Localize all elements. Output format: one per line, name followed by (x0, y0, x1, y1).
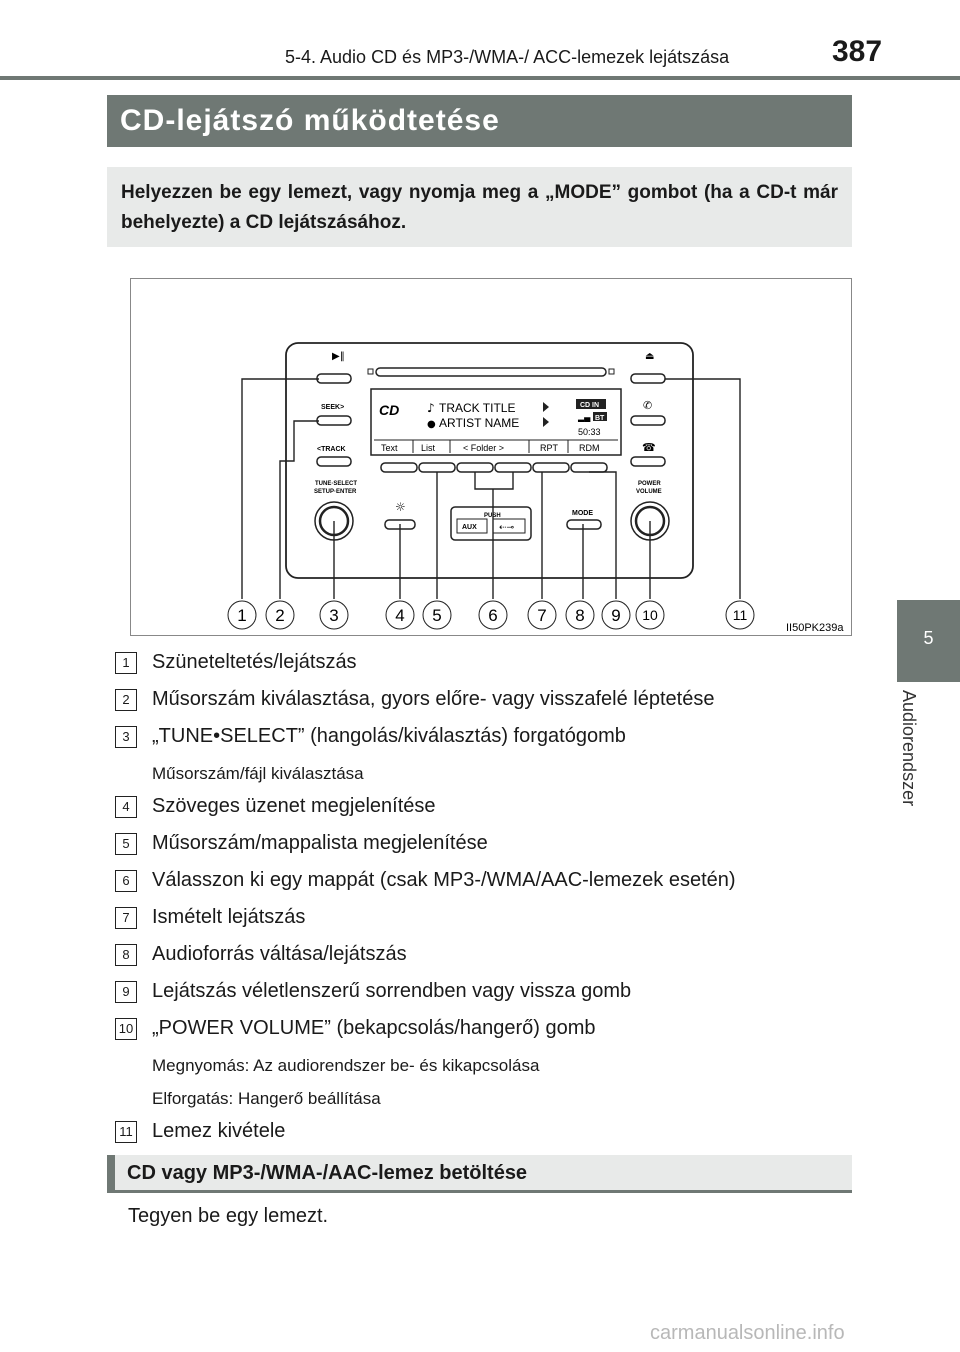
seek-button[interactable] (317, 416, 351, 425)
audio-panel-figure (130, 278, 852, 636)
slot-led-right (609, 369, 614, 374)
push-label: PUSH (484, 513, 501, 519)
list-item (115, 977, 860, 1014)
item-text: „POWER VOLUME” (bekapcsolás/hangerő) gomb (152, 1017, 596, 1039)
watermark: carmanualsonline.info (650, 1322, 845, 1344)
tune-select-label: TUNE·SELECT (315, 481, 357, 487)
callout-5: 5 (432, 606, 442, 625)
subsection-accent (107, 1155, 115, 1190)
item-text: Audioforrás váltása/lejátszás (152, 943, 407, 965)
item-note-text: Megnyomás: Az audiorendszer be- és kikapcsolása (152, 1056, 540, 1075)
item-number: 4 (115, 796, 137, 818)
callout-1: 1 (237, 606, 247, 625)
header-rule (0, 76, 960, 80)
softkey-button-3[interactable] (457, 463, 493, 472)
callout-7: 7 (537, 606, 547, 625)
item-text: Válasszon ki egy mappát (csak MP3-/WMA/AAC-lemezek esetén) (152, 869, 736, 891)
item-text: Ismételt lejátszás (152, 906, 306, 928)
note-icon: ♪ (427, 401, 435, 415)
list-item (115, 1014, 860, 1051)
eject-icon: ⏏ (645, 351, 655, 362)
list-item (115, 722, 860, 759)
intro-text: Helyezzen be egy lemezt, vagy nyomja meg a „MODE” gombot (ha a CD-t már behelyezte) a CD lejátszásához. (121, 182, 838, 233)
section-heading-text: CD-lejátszó működtetése (120, 104, 500, 137)
slot-led-left (368, 369, 373, 374)
volume-label: VOLUME (636, 489, 662, 495)
item-number: 10 (115, 1018, 137, 1040)
item-number: 1 (115, 652, 137, 674)
callout-2: 2 (275, 606, 285, 625)
seek-label: SEEK> (321, 404, 345, 411)
callout-9: 9 (611, 606, 621, 625)
item-text: „TUNE•SELECT” (hangolás/kiválasztás) forgatógomb (152, 725, 626, 747)
section-title: 5-4. Audio CD és MP3-/WMA-/ ACC-lemezek lejátszása (285, 47, 730, 67)
list-item (115, 829, 860, 866)
callout-6: 6 (488, 606, 498, 625)
item-text: Szüneteltetés/lejátszás (152, 651, 357, 673)
page-header (0, 0, 960, 80)
softkey-button-4[interactable] (495, 463, 531, 472)
light-icon: ☼ (395, 500, 406, 514)
list-item (115, 792, 860, 829)
artist-name: ARTIST NAME (439, 416, 520, 430)
body-text: Tegyen be egy lemezt. (128, 1205, 329, 1227)
page-number: 387 (832, 35, 883, 68)
softkey-folder: < Folder > (463, 443, 505, 453)
softkey-text: Text (381, 443, 398, 453)
intro-box (107, 167, 852, 247)
item-number: 3 (115, 726, 137, 748)
callout-10: 10 (642, 607, 658, 623)
list-item (115, 940, 860, 977)
mode-button[interactable] (567, 520, 601, 529)
list-item (115, 648, 860, 685)
item-note (115, 1051, 860, 1084)
leader-9 (589, 472, 616, 599)
softkey-button-5[interactable] (533, 463, 569, 472)
softkey-button-6[interactable] (571, 463, 607, 472)
power-label: POWER (638, 481, 661, 487)
callout-legend (115, 648, 860, 1154)
usb-icon: ⇠⊸ (499, 523, 515, 533)
item-text: Lemez kivétele (152, 1120, 286, 1142)
item-number: 9 (115, 981, 137, 1003)
item-text: Szöveges üzenet megjelenítése (152, 795, 436, 817)
track-title-arrow (543, 402, 549, 412)
audio-panel-drawing (131, 279, 851, 635)
aux-label: AUX (462, 524, 477, 531)
track-button[interactable] (317, 457, 351, 466)
subsection-heading (107, 1155, 852, 1193)
callout-4: 4 (395, 606, 405, 625)
play-pause-icon: ▶‖ (332, 351, 345, 362)
item-text: Műsorszám/mappalista megjelenítése (152, 832, 488, 854)
list-item (115, 866, 860, 903)
phone-button[interactable] (631, 416, 665, 425)
item-note (115, 1084, 860, 1117)
eject-button[interactable] (631, 374, 665, 383)
cd-in-text: CD IN (580, 402, 600, 409)
chapter-tab (897, 600, 960, 682)
item-number: 5 (115, 833, 137, 855)
item-number: 2 (115, 689, 137, 711)
track-title: TRACK TITLE (439, 401, 516, 415)
cd-slot (376, 368, 606, 376)
item-number: 11 (115, 1121, 137, 1143)
phone-icon: ✆ (643, 399, 653, 412)
mode-label: MODE (572, 510, 593, 517)
time-display: 50:33 (578, 427, 601, 437)
artist-name-arrow (543, 417, 549, 427)
bt-text: BT (595, 415, 605, 422)
item-note (115, 759, 860, 792)
callout-numbers (228, 601, 754, 629)
item-text: Lejátszás véletlenszerű sorrendben vagy vissza gomb (152, 980, 632, 1002)
chapter-number: 5 (923, 628, 934, 648)
chapter-label (896, 690, 926, 830)
softkey-rdm: RDM (579, 443, 600, 453)
figure-code: II50PK239a (786, 622, 844, 634)
hang-up-icon: ☎ (642, 441, 656, 454)
leader-11 (665, 379, 740, 599)
hang-up-button[interactable] (631, 457, 665, 466)
section-heading (107, 95, 852, 147)
subsection-heading-text: CD vagy MP3-/WMA-/AAC-lemez betöltése (127, 1162, 528, 1184)
track-label: <TRACK (317, 446, 346, 453)
softkey-rpt: RPT (540, 443, 558, 453)
callout-8: 8 (575, 606, 585, 625)
setup-enter-label: SETUP·ENTER (314, 489, 357, 495)
list-item (115, 903, 860, 940)
screen-cd-label: CD (379, 402, 400, 418)
callout-3: 3 (329, 606, 339, 625)
play-pause-button[interactable] (317, 374, 351, 383)
item-number: 7 (115, 907, 137, 929)
list-item (115, 685, 860, 722)
softkey-list: List (421, 443, 436, 453)
signal-icon: ▂▄ (578, 413, 591, 422)
chapter-label-text: Audiorendszer (899, 690, 919, 807)
list-item (115, 1117, 860, 1154)
softkey-button-1[interactable] (381, 463, 417, 472)
leader-6-bracket (475, 472, 513, 489)
item-number: 8 (115, 944, 137, 966)
item-number: 6 (115, 870, 137, 892)
item-text: Műsorszám kiválasztása, gyors előre- vagy visszafelé léptetése (152, 688, 715, 710)
item-note-text: Elforgatás: Hangerő beállítása (152, 1089, 381, 1108)
person-icon: ● (427, 419, 436, 430)
item-note-text: Műsorszám/fájl kiválasztása (152, 764, 364, 783)
softkey-button-2[interactable] (419, 463, 455, 472)
callout-11: 11 (732, 607, 748, 623)
